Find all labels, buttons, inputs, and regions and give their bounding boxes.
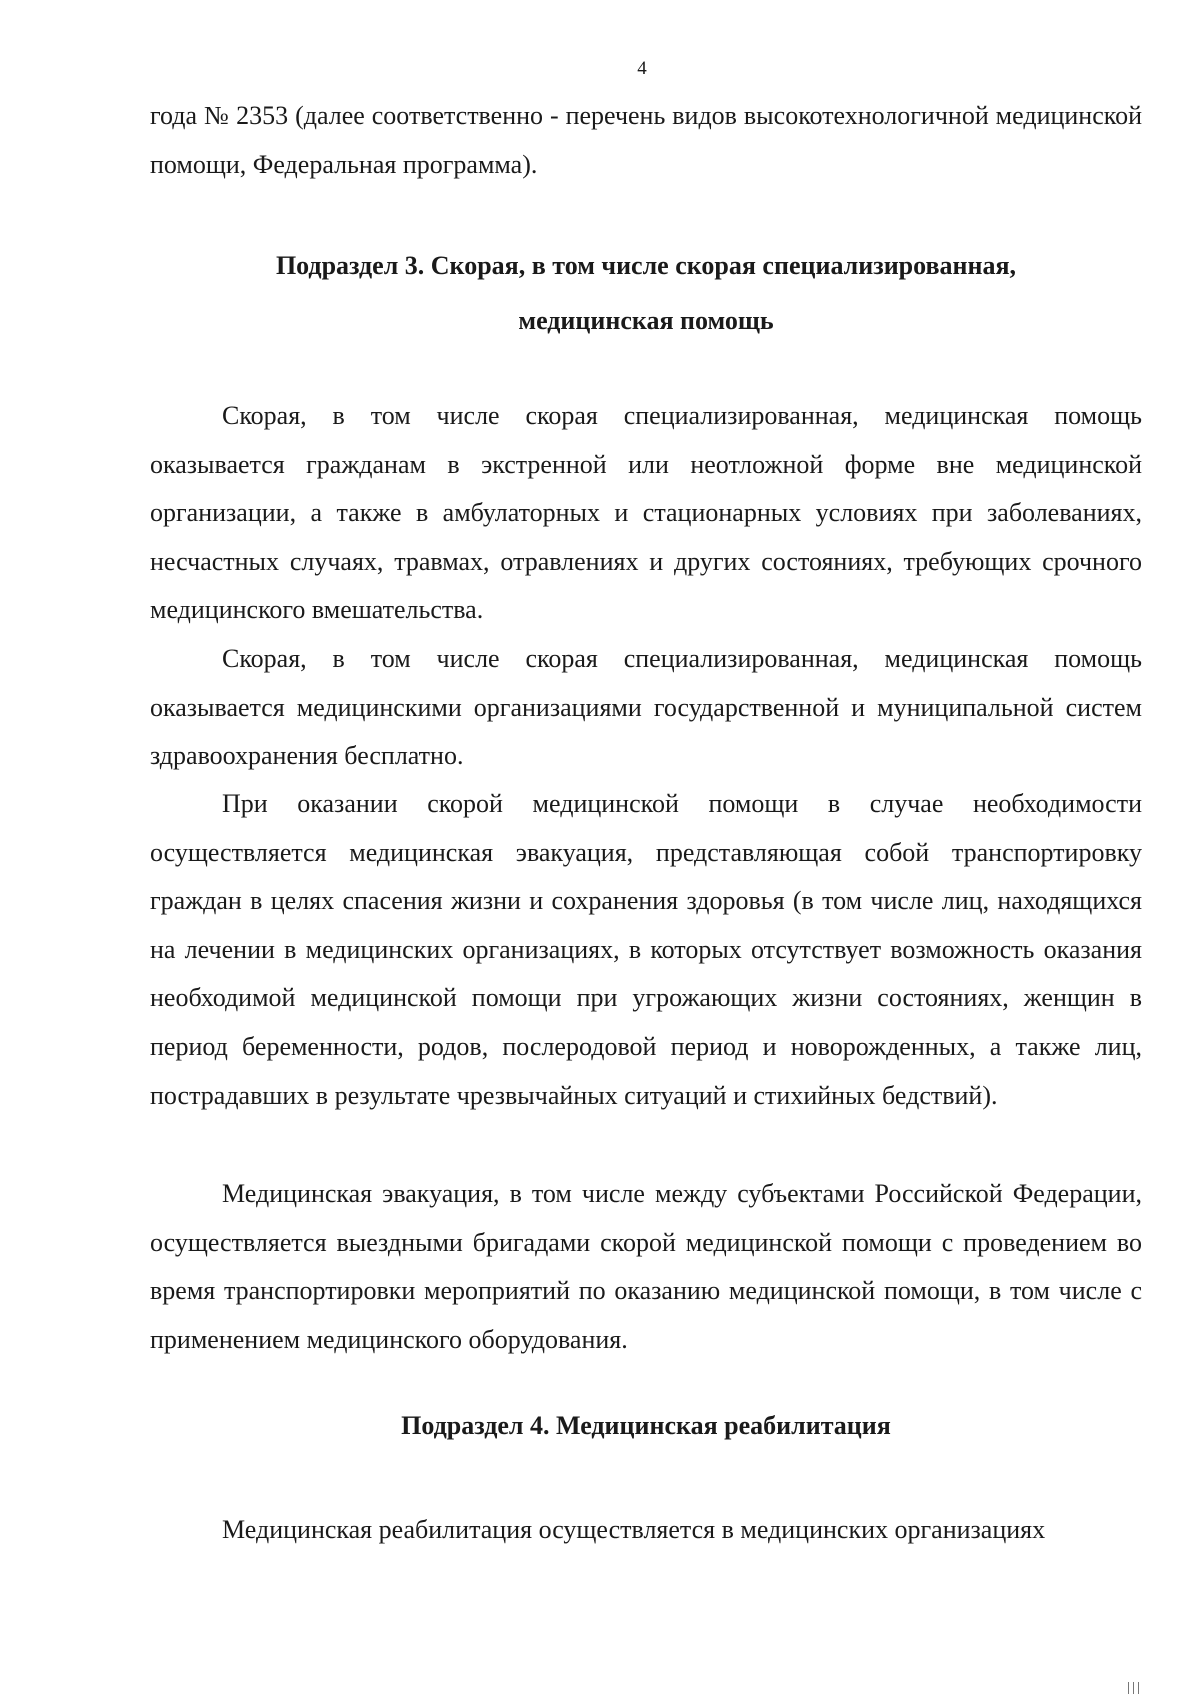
page-number: 4 xyxy=(637,58,647,79)
subsection-3-paragraph-2: Скорая, в том числе скорая специализированная, медицинская помощь оказывается медицинскими организациями государственной и муниципальной систем здравоохранения бесплатно. xyxy=(150,644,1142,771)
subsection-3-title-line2: медицинская помощь xyxy=(518,306,774,335)
continuation-paragraph: года № 2353 (далее соответственно - перечень видов высокотехнологичной медицинской помощи, Федеральная программа). xyxy=(150,101,1142,179)
subsection-4-heading: Подраздел 4. Медицинская реабилитация xyxy=(401,1411,891,1440)
subsection-3-paragraph-4: Медицинская эвакуация, в том числе между субъектами Российской Федерации, осуществляется выездными бригадами скорой медицинской помощи с проведением во время транспортировки мероприятий по оказанию медицинской помощи, в том числе с применением медицинского оборудования. xyxy=(150,1179,1142,1354)
scan-artifact xyxy=(1128,1681,1188,1693)
subsection-3-paragraph-1: Скорая, в том числе скорая специализированная, медицинская помощь оказывается гражданам в экстренной или неотложной форме вне медицинской организации, а также в амбулаторных и стационарных условиях при заболеваниях, несчастных случаях, травмах, отравлениях и других состояниях, требующих срочного медицинского вмешательства. xyxy=(150,401,1142,625)
subsection-3-title-line1: Подраздел 3. Скорая, в том числе скорая специализированная, xyxy=(275,251,1017,280)
subsection-4-paragraph-1: Медицинская реабилитация осуществляется в медицинских организациях xyxy=(222,1515,1046,1544)
subsection-3-heading xyxy=(150,238,1142,348)
subsection-3-paragraph-3: При оказании скорой медицинской помощи в случае необходимости осуществляется медицинская эвакуация, представляющая собой транспортировку граждан в целях спасения жизни и сохранения здоровья (в том числе лиц, находящихся на лечении в медицинских организациях, в которых отсутствует возможность оказания необходимой медицинской помощи при угрожающих жизни состояниях, женщин в период беременности, родов, послеродовой период и новорожденных, а также лиц, пострадавших в результате чрезвычайных ситуаций и стихийных бедствий). xyxy=(150,789,1142,1110)
